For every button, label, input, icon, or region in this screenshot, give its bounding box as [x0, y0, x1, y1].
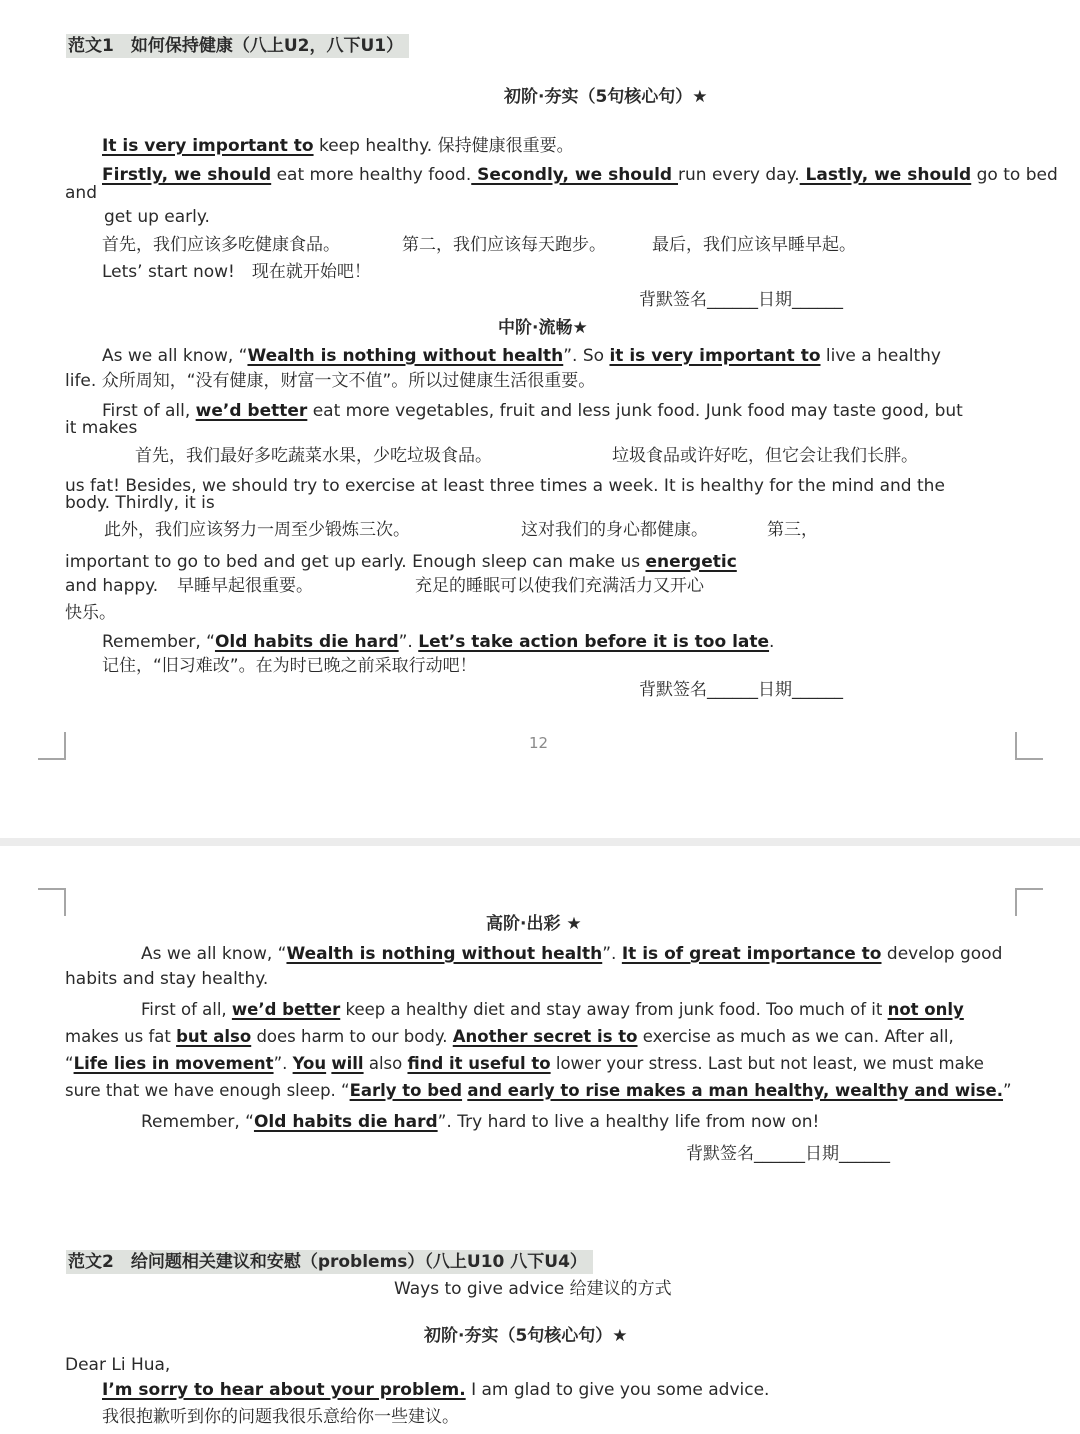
essay2-line1: I’m sorry to hear about your problem. I am glad to give you some advice. [102, 1380, 770, 1400]
essay1-basic-cn-c: 最后，我们应该早睡早起。 [652, 235, 856, 255]
document-page-13 [0, 846, 1080, 1434]
page-number: 12 [529, 734, 549, 752]
essay1-advanced-title: 高阶·出彩 ★ [486, 914, 582, 934]
essay1-int-p2-cn2-a: 此外，我们应该努力一周至少锻炼三次。 [104, 520, 410, 540]
essay1-int-p2-line8-a: and happy. [65, 576, 159, 596]
essay1-adv-p2-line2: makes us fat but also does harm to our body. Another secret is to exercise as much as we can. After all, [65, 1027, 954, 1046]
crop-mark-top-right [1015, 888, 1043, 916]
essay1-int-p2-cn2-b: 这对我们的身心都健康。 [521, 520, 708, 540]
essay1-basic-line1: It is very important to keep healthy. 保持健康很重要。 [102, 136, 574, 156]
crop-mark-top-left [38, 888, 66, 916]
essay1-int-p3-cn: 记住，“旧习难改”。在为时已晚之前采取行动吧！ [102, 656, 477, 676]
essay1-int-p2-line5: body. Thirdly, it is [65, 493, 215, 513]
essay1-int-p2-line8-c: 充足的睡眠可以使我们充满活力又开心 [415, 576, 704, 596]
essay1-adv-p2-line3: “Life lies in movement”. You will also find it useful to lower your stress. Last but not least, we must make [65, 1054, 984, 1073]
essay1-int-p2-line2: it makes [65, 418, 138, 438]
essay1-int-p2-line1: First of all, we’d better eat more vegetables, fruit and less junk food. Junk food may taste good, but [102, 401, 963, 421]
essay2-line1-cn: 我很抱歉听到你的问题我很乐意给你一些建议。 [102, 1407, 459, 1427]
essay1-adv-p1-line2: habits and stay healthy. [65, 969, 269, 989]
essay1-int-p2-cn2-c: 第三， [767, 520, 818, 540]
essay1-int-p1-line1: As we all know, “Wealth is nothing without health”. So it is very important to live a healthy [102, 346, 941, 366]
essay1-basic-sign: 背默签名______日期______ [639, 290, 843, 310]
essay1-int-p2-cn-a: 首先，我们最好多吃蔬菜水果，少吃垃圾食品。 [135, 446, 492, 466]
essay1-int-p2-cn-b: 垃圾食品或许好吃，但它会让我们长胖。 [612, 446, 918, 466]
essay1-basic-title: 初阶·夯实（5句核心句）★ [504, 87, 708, 107]
essay1-int-p2-line8-b: 早睡早起很重要。 [177, 576, 313, 596]
essay1-int-p3-line1: Remember, “Old habits die hard”. Let’s take action before it is too late. [102, 632, 775, 652]
crop-mark-bottom-left [38, 732, 66, 760]
essay1-adv-p2-line1: First of all, we’d better keep a healthy diet and stay away from junk food. Too much of it not only [141, 1000, 964, 1019]
essay1-int-p2-line4: us fat! Besides, we should try to exercise at least three times a week. It is healthy for the mind and the [65, 476, 945, 496]
essay1-adv-sign: 背默签名______日期______ [686, 1144, 890, 1164]
essay2-greeting: Dear Li Hua, [65, 1355, 171, 1375]
essay1-int-p1-line2: life. 众所周知，“没有健康，财富一文不值”。所以过健康生活很重要。 [65, 371, 596, 391]
essay1-int-p2-line7: important to go to bed and get up early. Enough sleep can make us energetic [65, 552, 737, 572]
essay1-int-p2-line9: 快乐。 [65, 603, 116, 623]
essay2-heading: 范文2 给问题相关建议和安慰（problems）（八上U10 八下U4） [66, 1252, 593, 1272]
essay1-adv-p3: Remember, “Old habits die hard”. Try hard to live a healthy life from now on! [141, 1112, 820, 1132]
essay1-int-sign: 背默签名______日期______ [639, 680, 843, 700]
page-break [0, 838, 1080, 846]
essay1-intermediate-title: 中阶·流畅★ [498, 318, 588, 338]
essay1-basic-cn-a: 首先，我们应该多吃健康食品。 [102, 235, 340, 255]
essay1-basic-line3: get up early. [104, 207, 210, 227]
essay1-adv-p2-line4: sure that we have enough sleep. “Early to bed and early to rise makes a man healthy, wealthy and wise.” [65, 1081, 1012, 1100]
essay1-basic-line2: Firstly, we should eat more healthy food. Secondly, we should run every day. Lastly, we should go to bed [102, 165, 1058, 185]
essay2-basic-title: 初阶·夯实（5句核心句）★ [424, 1326, 628, 1346]
crop-mark-bottom-right [1015, 732, 1043, 760]
essay2-subtitle: Ways to give advice 给建议的方式 [394, 1279, 672, 1299]
essay1-basic-line2-wrap: and [65, 183, 97, 203]
essay1-basic-cn-b: 第二，我们应该每天跑步。 [402, 235, 606, 255]
essay1-basic-line5: Lets’ start now! 现在就开始吧！ [102, 262, 371, 282]
essay1-adv-p1-line1: As we all know, “Wealth is nothing without health”. It is of great importance to develop good [141, 944, 1003, 964]
essay1-heading: 范文1 如何保持健康（八上U2，八下U1） [66, 36, 409, 56]
